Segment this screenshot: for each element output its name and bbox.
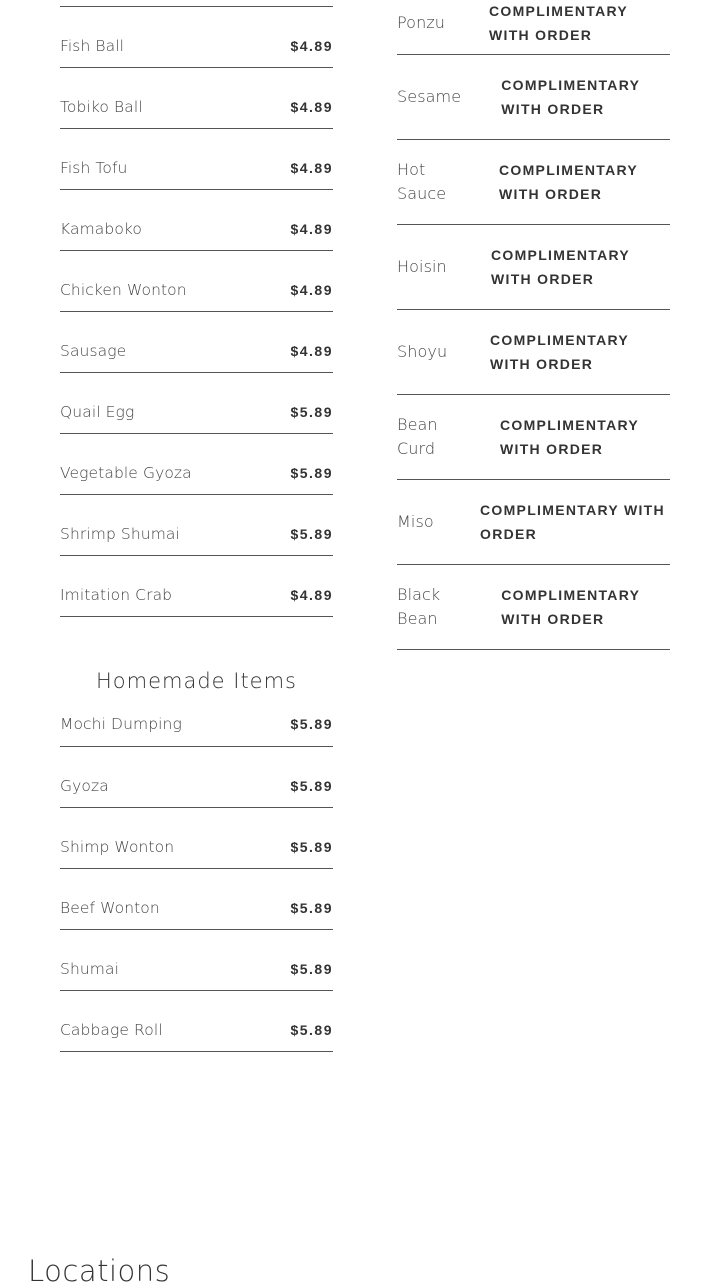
sauce-name: Bean Curd <box>397 415 438 458</box>
section-title-wrap <box>60 617 333 695</box>
menu-item-price: $4.89 <box>290 99 333 115</box>
sauce-price: COMPLIMENTARY WITH ORDER <box>501 77 640 117</box>
menu-item <box>60 312 333 373</box>
menu-item-price: $5.89 <box>290 526 333 542</box>
menu-item <box>60 869 333 930</box>
menu-item-price: $4.89 <box>290 343 333 359</box>
menu-item <box>60 190 333 251</box>
menu-item-price: $5.89 <box>290 465 333 481</box>
homemade-section <box>60 617 333 1052</box>
sauces-list <box>397 0 670 650</box>
sauce-item <box>397 55 670 140</box>
menu-item <box>60 495 333 556</box>
sauce-item <box>397 310 670 395</box>
divider <box>60 0 333 7</box>
sauce-price: COMPLIMENTARY WITH ORDER <box>480 502 665 542</box>
items-list <box>60 7 333 617</box>
sauce-price: COMPLIMENTARY WITH ORDER <box>500 417 639 457</box>
menu-item-name: Fish Tofu <box>60 159 128 177</box>
sauce-price: COMPLIMENTARY WITH ORDER <box>491 247 630 287</box>
sauce-name: Black Bean <box>397 585 441 628</box>
sauce-item <box>397 565 670 650</box>
menu-item <box>60 930 333 991</box>
menu-item-price: $5.89 <box>290 404 333 420</box>
sauce-name: Hot Sauce <box>397 160 447 203</box>
menu-item <box>60 68 333 129</box>
menu-item-name: Sausage <box>60 342 127 360</box>
menu-item <box>60 251 333 312</box>
menu-item-price: $5.89 <box>290 1022 333 1038</box>
menu-item-price: $4.89 <box>290 587 333 603</box>
menu-item-name: Chicken Wonton <box>60 281 187 299</box>
menu-item-price: $4.89 <box>290 221 333 237</box>
menu-item <box>60 991 333 1052</box>
menu-item-name: Fish Ball <box>60 37 125 55</box>
sauce-item <box>397 140 670 225</box>
menu-item-name: Quail Egg <box>60 403 135 421</box>
menu-item-price: $5.89 <box>290 715 333 732</box>
sauce-item <box>397 480 670 565</box>
menu-item-name: Mochi Dumping <box>60 714 182 733</box>
sauce-name: Hoisin <box>397 257 447 276</box>
menu-item <box>60 373 333 434</box>
sauce-name: Ponzu <box>397 13 446 32</box>
menu-item-name: Beef Wonton <box>60 899 160 917</box>
menu-item-name: Tobiko Ball <box>60 98 143 116</box>
sauce-price: COMPLIMENTARY WITH ORDER <box>490 332 629 372</box>
sauce-price: COMPLIMENTARY WITH ORDER <box>501 587 640 627</box>
sauces-column <box>397 0 670 650</box>
menu-item <box>60 695 333 747</box>
sauce-price: COMPLIMENTARY WITH ORDER <box>489 3 628 43</box>
sauce-name: Shoyu <box>397 342 448 361</box>
sauce-name: Miso <box>397 512 434 531</box>
sauce-price: COMPLIMENTARY WITH ORDER <box>499 162 638 202</box>
menu-item <box>60 7 333 68</box>
menu-item <box>60 434 333 495</box>
menu-item-name: Imitation Crab <box>60 586 173 604</box>
menu-item-name: Vegetable Gyoza <box>60 464 192 482</box>
menu-item-name: Gyoza <box>60 777 109 795</box>
menu-item <box>60 129 333 190</box>
menu-item-price: $5.89 <box>290 839 333 855</box>
menu-item-price: $5.89 <box>290 961 333 977</box>
menu-item-name: Shrimp Shumai <box>60 525 180 543</box>
menu-item <box>60 747 333 808</box>
left-menu-column <box>60 0 333 1052</box>
menu-item-name: Shumai <box>60 960 119 978</box>
sauce-item <box>397 225 670 310</box>
menu-item-name: Kamaboko <box>60 220 143 238</box>
sauce-item <box>397 395 670 480</box>
menu-item <box>60 808 333 869</box>
sauce-name: Sesame <box>397 87 462 106</box>
menu-item-price: $5.89 <box>290 900 333 916</box>
menu-item-price: $5.89 <box>290 778 333 794</box>
menu-item-price: $4.89 <box>290 38 333 54</box>
homemade-items-list <box>60 695 333 1052</box>
menu-item-name: Shimp Wonton <box>60 838 175 856</box>
menu-item <box>60 556 333 617</box>
menu-item-name: Cabbage Roll <box>60 1021 163 1039</box>
menu-item-price: $4.89 <box>290 160 333 176</box>
sauce-item <box>397 0 670 55</box>
homemade-section-title: Homemade Items <box>95 669 297 693</box>
menu-item-price: $4.89 <box>290 282 333 298</box>
locations-heading: Locations <box>28 1254 171 1288</box>
